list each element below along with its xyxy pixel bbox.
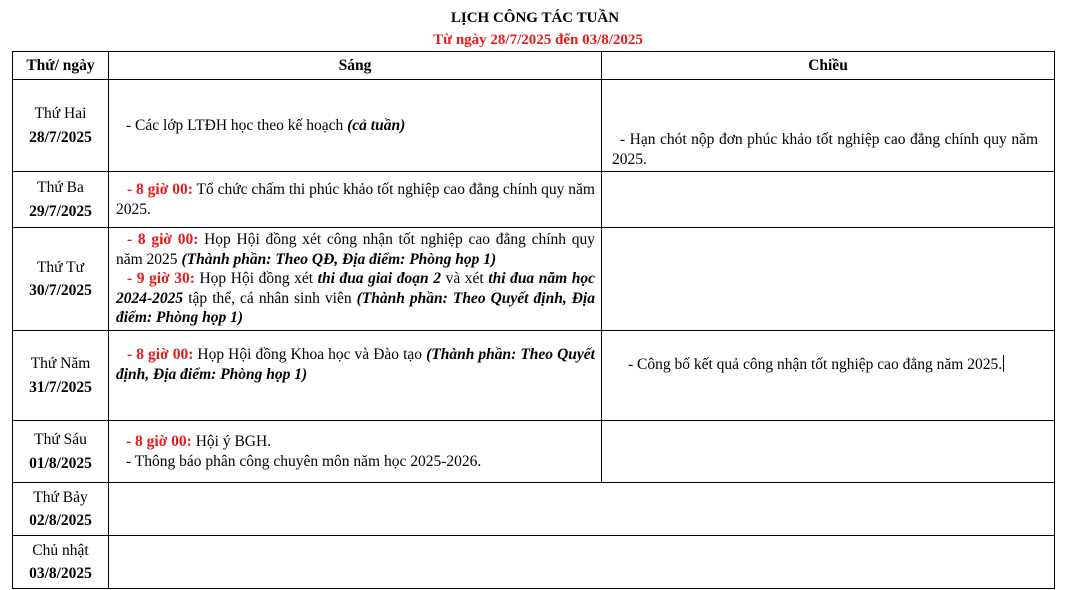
- morning-cell: [109, 80, 602, 172]
- time-label: - 9 giờ 30:: [127, 270, 195, 288]
- day-name: Thứ Hai: [34, 105, 87, 122]
- afternoon-text: - Công bố kết quả công nhận tốt nghiệp cao đẳng năm 2025.: [628, 356, 1003, 373]
- table-row: [13, 331, 1055, 421]
- day-date: 30/7/2025: [29, 282, 92, 299]
- time-label: - 8 giờ 00:: [126, 433, 192, 450]
- day-date: 03/8/2025: [29, 565, 92, 582]
- day-cell: [13, 483, 109, 536]
- morning-text: - Các lớp LTĐH học theo kế hoạch: [126, 116, 348, 134]
- morning-text: Họp Hội đồng xét công nhận tốt nghiệp cao đẳng chính quy năm 2025: [116, 231, 596, 268]
- day-cell: [13, 536, 109, 589]
- morning-text: Họp Hội đồng xét: [194, 270, 318, 288]
- list-item: [116, 230, 595, 269]
- day-name: Thứ Sáu: [34, 431, 87, 448]
- day-name: Thứ Năm: [30, 355, 91, 372]
- time-label: - 8 giờ 00:: [127, 346, 194, 363]
- morning-text: Tổ chức chấm thi phúc khảo tốt nghiệp cao đẳng chính quy năm 2025.: [116, 181, 595, 218]
- list-item: - Thông báo phân công chuyên môn năm học 2025-2026.: [126, 452, 482, 470]
- emphasis-text: thi đua năm học 2024-2025: [116, 270, 595, 307]
- morning-cell: [109, 536, 1055, 589]
- table-row: [13, 483, 1055, 536]
- time-label: - 8 giờ 00:: [127, 231, 199, 249]
- list-item: [126, 432, 595, 452]
- morning-note: (Thành phần: Theo Quyết định, Địa điểm: Phòng họp 1): [116, 346, 595, 383]
- afternoon-cell: [602, 331, 1055, 421]
- day-cell: [13, 421, 109, 483]
- text-cursor: [1003, 355, 1004, 372]
- schedule-table: [12, 51, 1055, 589]
- afternoon-cell: [602, 228, 1055, 331]
- day-date: 29/7/2025: [29, 202, 92, 220]
- table-row: [13, 228, 1055, 331]
- day-cell: [13, 80, 109, 172]
- table-row: [13, 172, 1055, 228]
- afternoon-cell: [602, 172, 1055, 228]
- afternoon-cell: [602, 421, 1055, 483]
- day-name: Chủ nhật: [32, 541, 89, 559]
- afternoon-cell: [602, 80, 1055, 172]
- morning-cell: [109, 483, 1055, 536]
- date-range-subtitle: Từ ngày 28/7/2025 đến 03/8/2025: [433, 32, 643, 48]
- day-name: Thứ Ba: [37, 179, 84, 196]
- header-day: Thứ/ ngày: [13, 52, 109, 80]
- morning-cell: [109, 421, 602, 483]
- day-date: 02/8/2025: [29, 512, 92, 529]
- morning-text: và xét: [441, 270, 489, 288]
- day-cell: [13, 172, 109, 228]
- table-row: [13, 80, 1055, 172]
- morning-note: (Thành phần: Theo QĐ, Địa điểm: Phòng họp 1): [181, 250, 497, 268]
- time-label: - 8 giờ 00:: [127, 181, 193, 198]
- header-morning: Sáng: [109, 52, 602, 80]
- afternoon-text: - Hạn chót nộp đơn phúc khảo tốt nghiệp cao đẳng chính quy năm 2025.: [612, 131, 1038, 168]
- day-date: 01/8/2025: [29, 454, 92, 472]
- morning-cell: [109, 172, 602, 228]
- day-date: 31/7/2025: [29, 378, 92, 396]
- morning-cell: [109, 331, 602, 421]
- emphasis-text: thi đua giai đoạn 2: [317, 270, 441, 288]
- table-row: [13, 421, 1055, 483]
- morning-cell: [109, 228, 602, 331]
- header-afternoon: Chiều: [602, 52, 1055, 80]
- header-row: [13, 52, 1055, 80]
- list-item: [116, 269, 595, 328]
- table-row: [13, 536, 1055, 589]
- page-title: LỊCH CÔNG TÁC TUẦN: [450, 10, 620, 26]
- morning-note: (cả tuần): [347, 116, 406, 134]
- day-cell: [13, 228, 109, 331]
- day-name: Thứ Tư: [36, 258, 85, 276]
- day-name: Thứ Bảy: [33, 488, 88, 506]
- morning-note: (Thành phần: Theo Quyết định, Địa điểm: Phòng họp 1): [116, 289, 595, 327]
- morning-text: tập thể, cá nhân sinh viên: [183, 289, 357, 307]
- morning-text: Hội ý BGH.: [191, 433, 272, 450]
- day-cell: [13, 331, 109, 421]
- day-date: 28/7/2025: [29, 128, 92, 146]
- morning-text: Họp Hội đồng Khoa học và Đào tạo: [193, 346, 427, 363]
